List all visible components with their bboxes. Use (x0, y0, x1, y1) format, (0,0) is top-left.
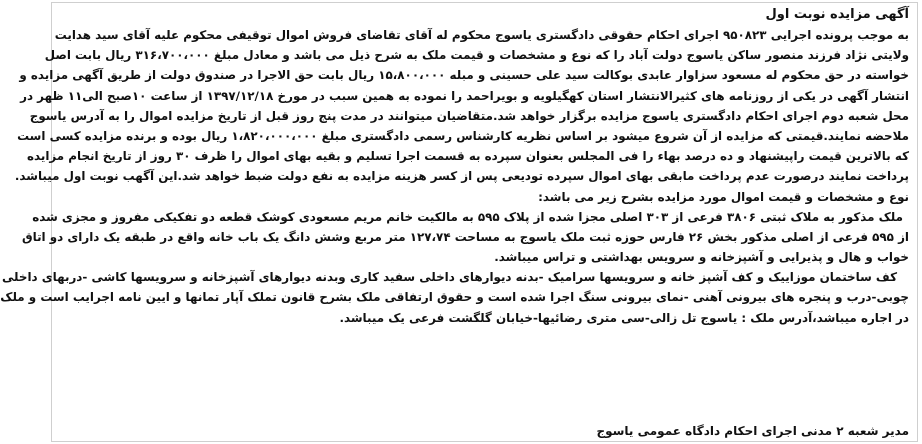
notice-line: کف ساختمان موزاییک و کف آشپز خانه و سرویسها سرامیک -بدنه دیوارهای داخلی سفید کاری وبدنه دیوارهای آشپزخانه و سرویسها کاشی -دربهای داخلی (2, 270, 897, 285)
notice-line: خواسته در حق محکوم له مسعود سزاوار عابدی بوکالت سید علی حسینی و مبله ۱۵،۸۰۰،۰۰۰ ریال بابت حق الاجرا در صندوق دولت از طریق آگهی مزایده و (19, 68, 909, 83)
notice-line: چوبی-درب و پنجره های بیرونی آهنی -نمای بیرونی سنگ اجرا شده است و حقوق ارتفاقی ملک بشرح قانون تملک آپار تمانها و ایین نامه اجرایب است و ملک (0, 290, 909, 305)
notice-line: ملاحضه نمایند.قیمتی که مزایده از آن شروع میشود بر اساس نظریه کارشناس رسمی دادگستری مبلغ ۱،۸۲۰،۰۰۰،۰۰۰ ریال بوده و برنده مزایده کسی است (17, 128, 909, 143)
signature-line: مدیر شعبه ۲ مدنی اجرای احکام دادگاه عمومی یاسوج (596, 424, 909, 438)
notice-line: از ۵۹۵ فرعی از اصلی مذکور بخش ۲۶ فارس حوزه ثبت ملک یاسوج به مساحت ۱۲۷،۷۴ متر مربع وشش دانگ یک باب خانه واقع در طبقه یک دارای دو اتاق (22, 229, 909, 244)
notice-line: نوع و مشخصات و قیمت اموال مورد مزایده بشرح زیر می باشد: (538, 189, 909, 204)
notice-line: در اجاره میباشد،آدرس ملک : یاسوج تل زالی-سی متری رضائیها-خیابان گلگشت فرعی یک میباشد. (339, 310, 909, 325)
notice-line: به موجب پرونده اجرایی ۹۵۰۸۲۳ اجرای احکام حقوقی دادگستری یاسوج محکوم له آقای تقاضای فروش اموال توقیفی محکوم علیه آقای سید هدایت (54, 28, 909, 42)
auction-notice (0, 2, 918, 442)
notice-line: محل شعبه دوم اجرای احکام دادگستری یاسوج مزایده برگزار خواهد شد.متقاضیان میتوانند در مدت پنج روز قبل از تاریخ مزایده اموال را به آدرس یاسوج (29, 108, 909, 123)
notice-line: که بالاترین قیمت راپیشنهاد و ده درصد بهاء را فی المجلس بعنوان سپرده به قسمت اجرا تسلیم و بقیه بهای اموال را ظرف ۳۰ روز از تاریخ انجام مزایده (26, 149, 909, 164)
notice-line: پرداخت نمایند درصورت عدم پرداخت مابقی بهای اموال سپرده تودیعی پس از کسر هزینه مزایده به نفع دولت ضبط خواهد شد.این آگهب نوبت اول میباشد. (14, 169, 909, 184)
notice-line: ولایتی نژاد فرزند منصور ساکن یاسوج دولت آباد را که نوع و مشخصات و قیمت ملک به شرح ذیل می باشد و معادل مبلغ ۳۱۶،۷۰۰،۰۰۰ ریال بابت اصل (44, 48, 909, 63)
notice-line: انتشار آگهی در یکی از روزنامه های کثیرالانتشار استان کهگیلویه و بویراحمد را نموده به همین سبب در مورخ ۱۳۹۷/۱۲/۱۸ از ساعت ۱۰صبح الی۱۱ ظهر در (20, 88, 909, 103)
notice-body (0, 25, 909, 328)
notice-line: خواب و هال و پذیرایی و آشپزخانه و سرویس بهداشتی و تراس میباشد. (494, 250, 909, 265)
notice-title: آگهی مزایده نوبت اول (765, 7, 909, 22)
notice-line: ملک مذکور به ملاک ثبتی ۳۸۰۶ فرعی از ۳۰۳ اصلی مجزا شده از پلاک ۵۹۵ به مالکیت خانم مریم مسعودی کوشک قطعه دو تفکیکی مفروز و مجزی شده (32, 209, 903, 224)
